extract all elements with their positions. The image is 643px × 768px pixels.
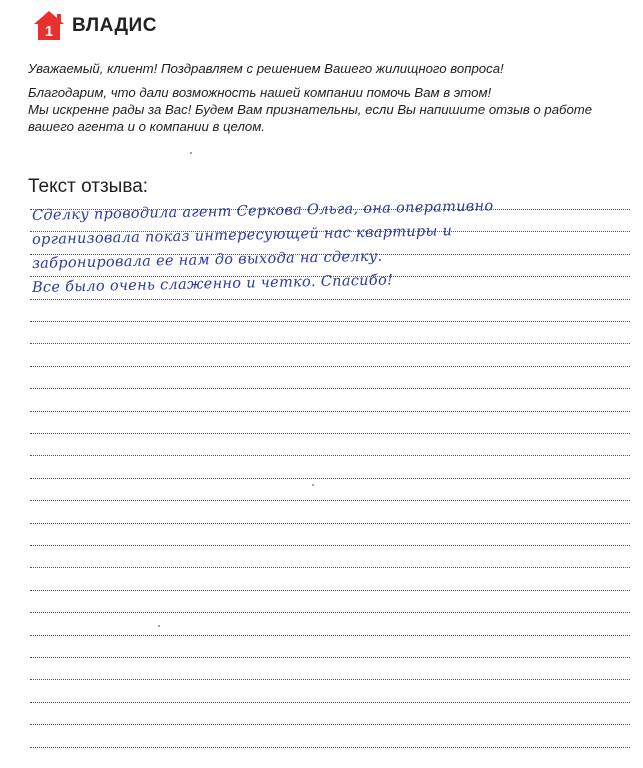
writing-rule [30,455,630,456]
writing-rule [30,724,630,725]
thanks-line-3: вашего агента и о компании в целом. [28,119,265,134]
handwritten-review [31,198,622,300]
writing-rule [30,433,630,434]
handwritten-line-1: Сделку проводила агент Серкова Ольга, она оперативно [31,198,494,224]
writing-rule [30,679,630,680]
writing-rule [30,523,630,524]
handwritten-line-3: забронировала ее нам до выхода на сделку. [31,248,383,272]
handwritten-line-4: Все было очень слаженно и четко. Спасибо! [31,272,394,296]
writing-rule [30,635,630,636]
writing-rule [30,702,630,703]
scan-speck [190,152,192,154]
scan-speck [158,625,160,627]
thanks-line-2: Мы искренне рады за Вас! Будем Вам признательны, если Вы напишите отзыв о работе [28,102,593,117]
logo-badge-number: 1 [44,23,54,40]
writing-rule [30,747,630,748]
writing-rule [30,321,630,322]
writing-rule [30,590,630,591]
writing-rule [30,612,630,613]
writing-rule [30,478,630,479]
writing-rule [30,545,630,546]
writing-rule [30,343,630,344]
thanks-line-1: Благодарим, что дали возможность нашей компании помочь Вам в этом! [28,85,492,100]
writing-rule [30,657,630,658]
handwritten-line-2: организовала показ интересующей нас квартиры и [31,223,453,248]
ruled-lines [30,0,630,768]
review-heading: Текст отзыва: [28,176,149,197]
scan-speck [312,484,314,486]
writing-rule [30,500,630,501]
writing-rule [30,366,630,367]
brand-name: ВЛАДИС [72,15,157,36]
writing-rule [30,388,630,389]
writing-rule [30,411,630,412]
greeting-text: Уважаемый, клиент! Поздравляем с решением Вашего жилищного вопроса! [28,61,504,76]
writing-rule [30,567,630,568]
